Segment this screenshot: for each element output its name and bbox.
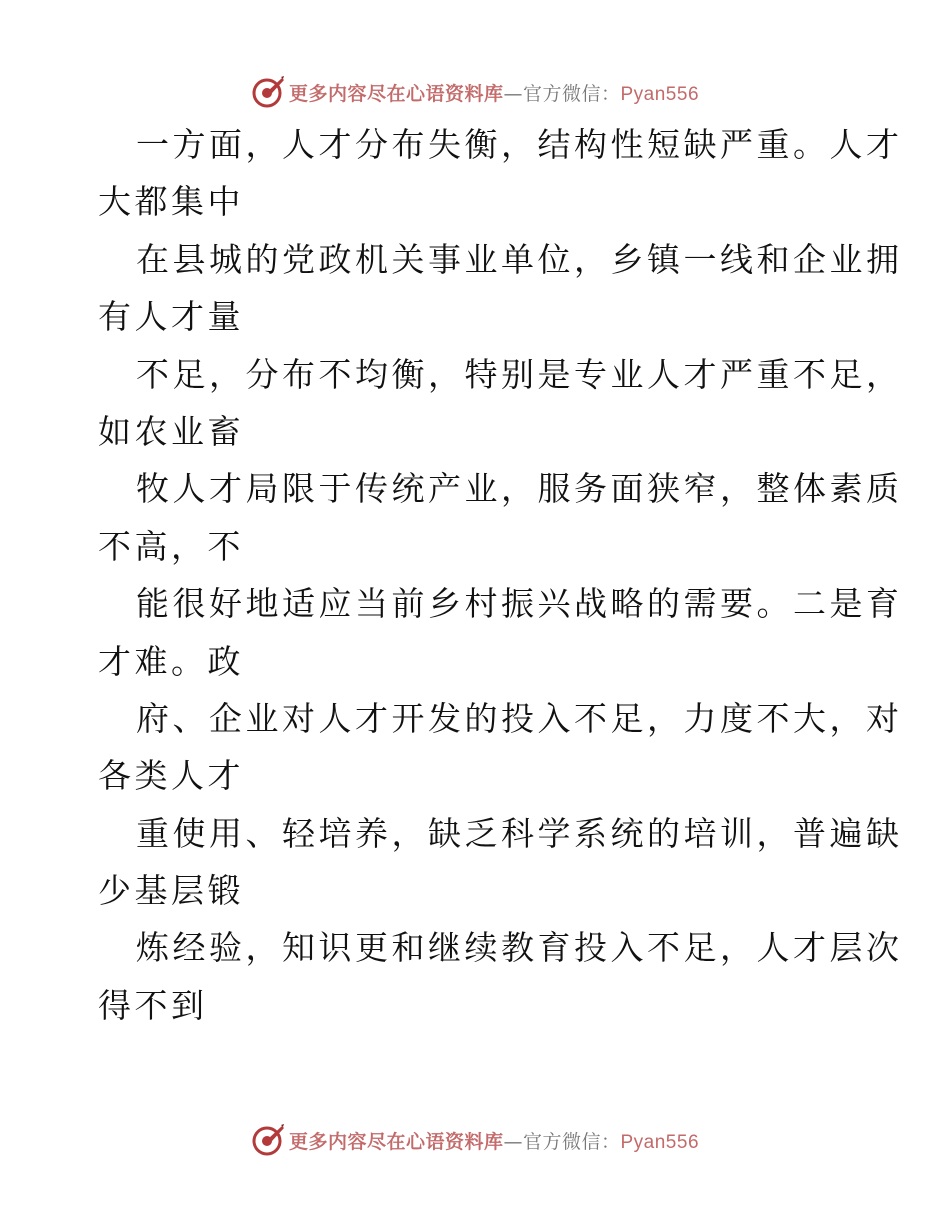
text-line: 炼经验，知识更和继续教育投入不足，人才层次 bbox=[136, 928, 903, 968]
text-line: 不高，不 bbox=[98, 526, 244, 566]
watermark-library: 更多内容尽在心语资料库 bbox=[288, 1130, 504, 1153]
pen-logo-icon bbox=[251, 1123, 285, 1157]
watermark-dash: — bbox=[503, 82, 523, 105]
watermark-wechat-label: 官方微信： bbox=[522, 1130, 621, 1153]
text-line: 少基层锻 bbox=[98, 871, 244, 911]
watermark-wechat-id: Pyan556 bbox=[620, 83, 700, 105]
watermark-dash: — bbox=[503, 1130, 523, 1153]
watermark-library: 更多内容尽在心语资料库 bbox=[288, 82, 504, 105]
footer-watermark bbox=[0, 1120, 950, 1160]
text-line: 大都集中 bbox=[98, 182, 244, 222]
text-line: 牧人才局限于传统产业，服务面狭窄，整体素质 bbox=[136, 469, 903, 509]
text-line: 如农业畜 bbox=[98, 411, 244, 451]
text-line: 重使用、轻培养，缺乏科学系统的培训，普遍缺 bbox=[136, 813, 903, 853]
text-line: 一方面，人才分布失衡，结构性短缺严重。人才 bbox=[136, 125, 903, 164]
text-line: 府、企业对人才开发的投入不足，力度不大，对 bbox=[136, 698, 903, 738]
pen-logo-icon bbox=[251, 75, 285, 109]
text-line: 各类人才 bbox=[98, 756, 244, 796]
watermark-text bbox=[289, 79, 699, 106]
text-line: 有人才量 bbox=[98, 297, 244, 337]
watermark-wechat-id: Pyan556 bbox=[620, 1131, 700, 1153]
text-line: 不足，分布不均衡，特别是专业人才严重不足， bbox=[136, 354, 903, 394]
text-line: 才难。政 bbox=[98, 641, 244, 681]
header-watermark bbox=[0, 72, 950, 112]
document-body bbox=[98, 116, 903, 1034]
watermark-text bbox=[289, 1127, 699, 1154]
text-line: 得不到 bbox=[98, 985, 208, 1025]
text-line: 在县城的党政机关事业单位，乡镇一线和企业拥 bbox=[136, 239, 903, 279]
text-line: 能很好地适应当前乡村振兴战略的需要。二是育 bbox=[136, 584, 903, 624]
watermark-wechat-label: 官方微信： bbox=[522, 82, 621, 105]
